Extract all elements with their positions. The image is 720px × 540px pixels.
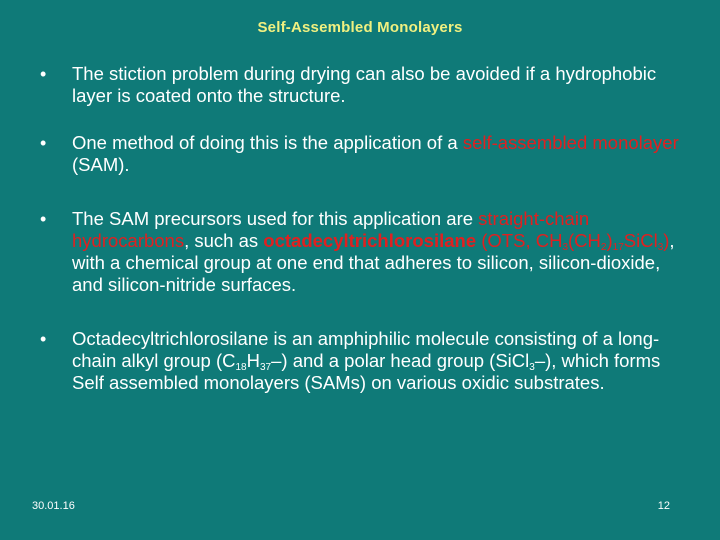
page-number: 12 (657, 500, 670, 512)
formula-part: ) (663, 230, 670, 251)
spacer (40, 176, 690, 208)
bullet-marker: • (40, 209, 47, 229)
bullet-item-3 (40, 208, 690, 296)
bullet-text: –) and a polar head group (SiCl (271, 350, 530, 371)
bullet-text: Octadecyltrichlorosilane is an amphiphilic molecule consisting of a long-chain alkyl group (C (72, 328, 660, 371)
formula-part: SiCl (623, 230, 658, 251)
bullet-text: H (246, 350, 260, 371)
bullet-item-4 (40, 328, 690, 394)
bullet-text: –), which forms Self assembled monolayers (SAMs) on various oxidic substrates. (72, 350, 661, 393)
footer-date: 30.01.16 (32, 500, 75, 512)
highlight-term: self-assembled monolayer (462, 132, 679, 153)
bullet-list (40, 63, 690, 394)
bullet-text: The SAM precursors used for this application are (72, 208, 479, 229)
bullet-text: The stiction problem during drying can also be avoided if a hydrophobic layer is coated onto the structure. (72, 63, 657, 106)
formula-part: (OTS, CH (476, 230, 563, 251)
formula-subscript: 3 (657, 242, 664, 253)
spacer (40, 296, 690, 328)
bullet-item-2 (40, 132, 690, 176)
formula (476, 230, 669, 251)
formula-part: ) (606, 230, 613, 251)
highlight-term: straight-chain hydrocarbons (72, 208, 590, 251)
bullet-text: One method of doing this is the application of a (72, 132, 463, 153)
highlight-bold-term: octadecyltrichlorosilane (263, 230, 477, 251)
bullet-marker: • (40, 133, 47, 153)
bullet-item-1 (40, 63, 690, 107)
formula-subscript: 3 (529, 362, 535, 373)
bullet-marker: • (40, 329, 47, 349)
formula-subscript: 2 (600, 242, 607, 253)
bullet-text: , with a chemical group at one end that adheres to silicon, silicon-dioxide, and silicon-nitride surfaces. (72, 230, 675, 295)
bullet-marker: • (40, 64, 47, 84)
slide-title: Self-Assembled Monolayers (257, 19, 463, 36)
formula-subscript: 17 (612, 242, 624, 253)
formula-subscript: 3 (562, 242, 569, 253)
formula-part: (CH (568, 230, 601, 251)
spacer (40, 107, 690, 132)
bullet-text: , such as (184, 230, 264, 251)
bullet-text: (SAM). (72, 154, 130, 175)
formula-subscript: 37 (260, 362, 272, 373)
formula-subscript: 18 (235, 362, 247, 373)
